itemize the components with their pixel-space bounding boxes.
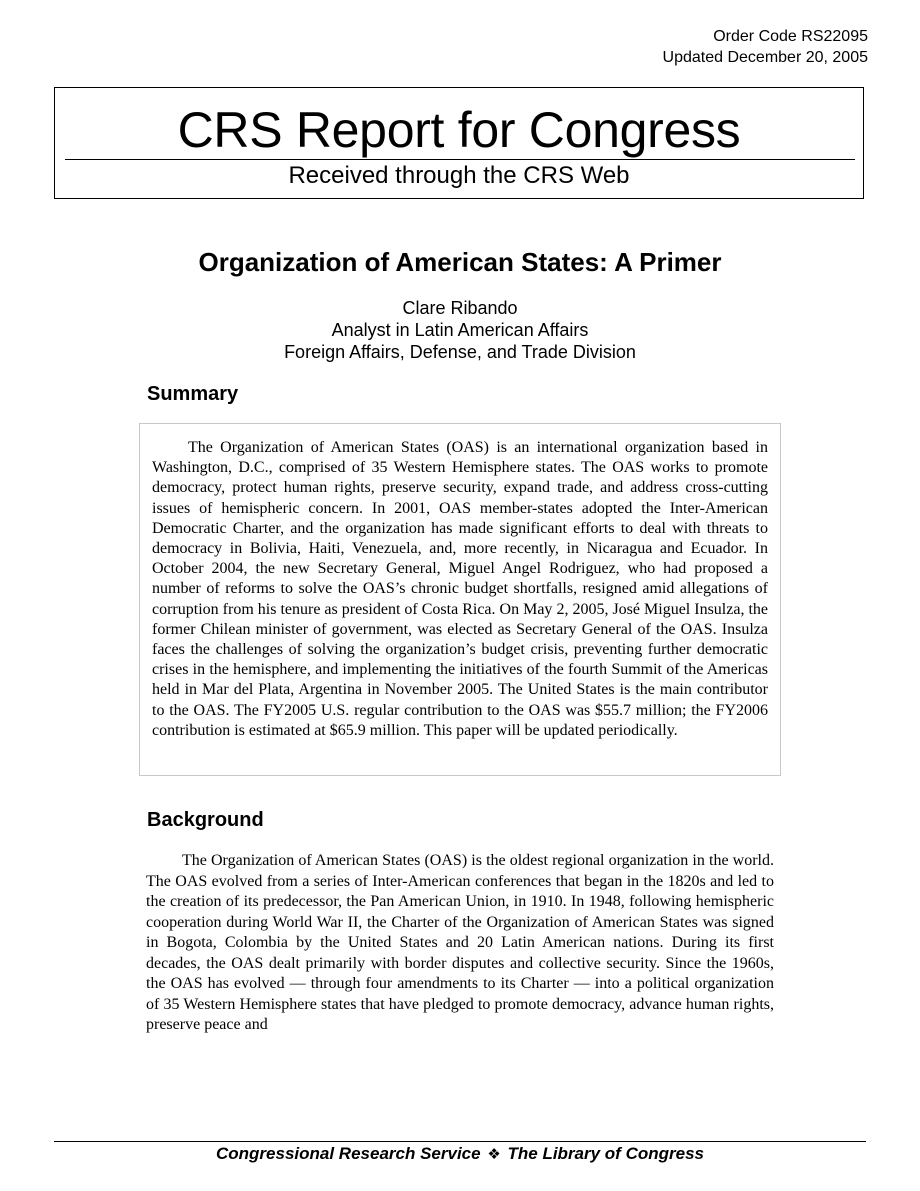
order-code: Order Code RS22095 — [713, 28, 868, 45]
footer-loc: The Library of Congress — [507, 1144, 704, 1163]
summary-box — [139, 423, 781, 776]
masthead — [54, 87, 864, 199]
author-division: Foreign Affairs, Defense, and Trade Division — [284, 342, 636, 362]
diamond-separator-icon: ❖ — [487, 1146, 501, 1163]
report-title: Organization of American States: A Primer — [198, 247, 722, 277]
author-block — [0, 297, 920, 363]
footer-crs: Congressional Research Service — [216, 1144, 481, 1163]
footer — [0, 1143, 920, 1166]
footer-rule — [54, 1141, 866, 1142]
author-name: Clare Ribando — [402, 298, 518, 318]
background-heading: Background — [147, 809, 264, 831]
summary-text: The Organization of American States (OAS) is an international organization based in Washington, D.C., comprised of 35 Western Hemisphere states. The OAS works to promote democracy, protect human rights, preserve security, expand trade, and address cross-cutting issues of hemispheric concern. In 2001, OAS member-states adopted the Inter-American Democratic Charter, and the organization has made significant efforts to deal with threats to democracy in Bolivia, Haiti, Venezuela, and, more recently, in Nicaragua and Ecuador. In October 2004, the new Secretary General, Miguel Angel Rodriguez, who had proposed a number of reforms to solve the OAS’s chronic budget shortfalls, resigned amid allegations of corruption from his tenure as president of Costa Rica. On May 2, 2005, José Miguel Insulza, the former Chilean minister of government, was elected as Secretary General of the OAS. Insulza faces the challenges of solving the organization’s budget crisis, preventing further democratic crises in the hemisphere, and implementing the initiatives of the fourth Summit of the Americas held in Mar del Plata, Argentina in November 2005. The United States is the main contributor to the OAS. The FY2005 U.S. regular contribution to the OAS was $55.7 million; the FY2006 contribution is estimated at $65.9 million. This paper will be updated periodically. — [152, 439, 768, 739]
background-text: The Organization of American States (OAS) is the oldest regional organization in the world. The OAS evolved from a series of Inter-American conferences that began in the 1820s and led to the creation of its predecessor, the Pan American Union, in 1910. In 1948, following hemispheric cooperation during World War II, the Charter of the Organization of American States was signed in Bogota, Colombia by the United States and 20 Latin American nations. During its first decades, the OAS dealt primarily with border disputes and collective security. Since the 1960s, the OAS has evolved — through four amendments to its Charter — into a political organization of 35 Western Hemisphere states that have pledged to promote democracy, advance human rights, preserve peace and — [146, 852, 774, 1033]
masthead-subtitle: Received through the CRS Web — [288, 162, 630, 189]
masthead-title: CRS Report for Congress — [177, 102, 741, 158]
order-info — [663, 26, 868, 68]
updated-date: Updated December 20, 2005 — [662, 49, 868, 66]
author-title: Analyst in Latin American Affairs — [331, 320, 589, 340]
masthead-rule — [65, 159, 855, 160]
summary-heading: Summary — [147, 383, 239, 405]
